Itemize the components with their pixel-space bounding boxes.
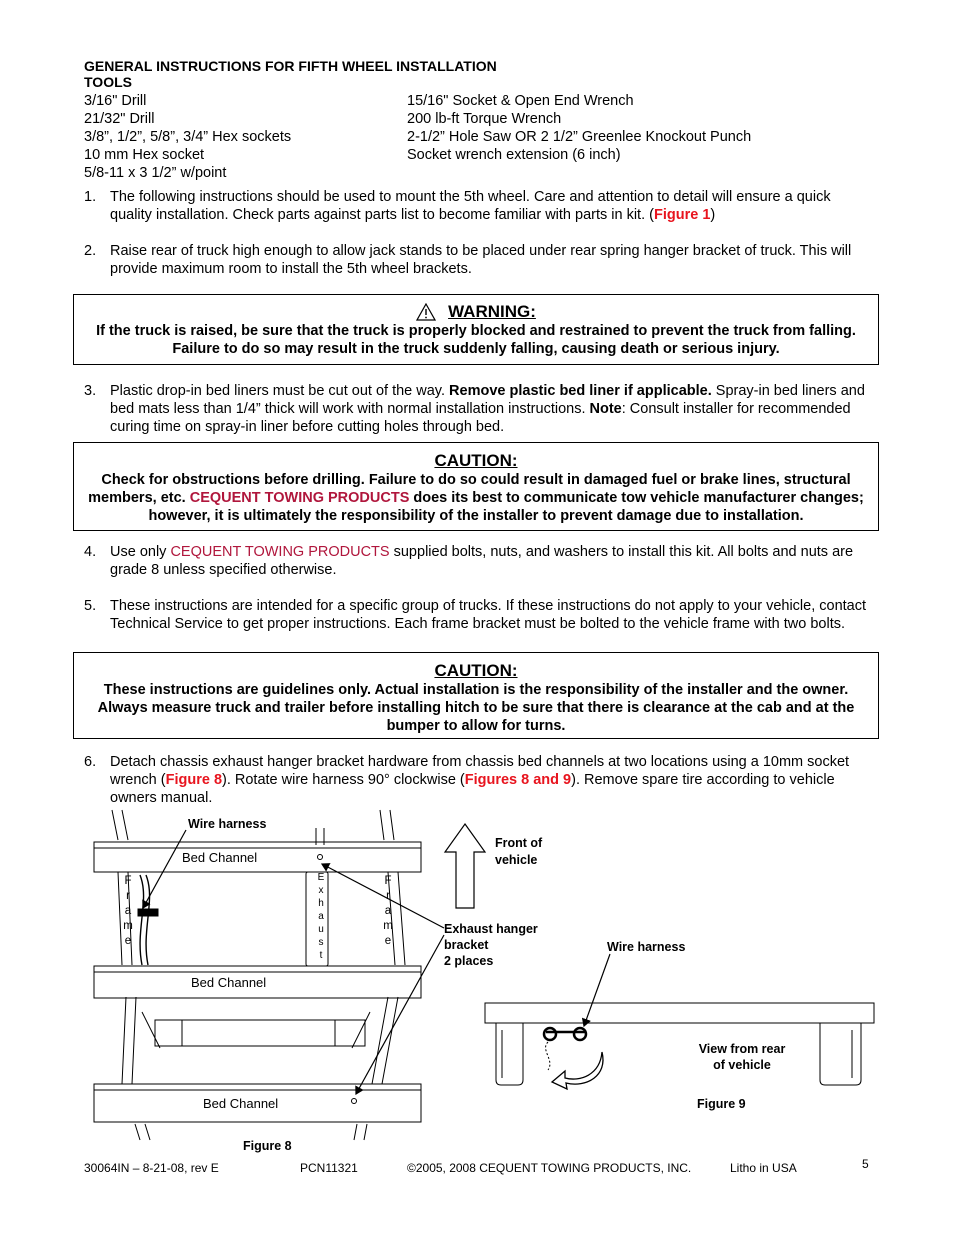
vertical-label-letter: F	[124, 875, 132, 887]
page-number: 5	[862, 1157, 869, 1171]
step-text: ). Remove spare tire according to vehicle owners manual.	[110, 772, 835, 806]
brand-name: CEQUENT TOWING PRODUCTS	[170, 544, 390, 560]
step-text: ). Rotate wire harness 90° clockwise (	[222, 772, 465, 788]
figure-8-reference[interactable]: Figure 8	[165, 772, 223, 788]
vertical-label-letter: m	[123, 920, 133, 932]
figures-8-9-reference[interactable]: Figures 8 and 9	[464, 772, 572, 788]
step-number: 2.	[84, 243, 97, 259]
step-number: 4.	[84, 544, 97, 560]
step-text: These instructions are intended for a specific group of trucks. If these instructions do not apply to your vehicle, contact Technical Service to get proper instructions. Each frame bracket must be bolted to the vehicle frame with two bolts.	[110, 598, 867, 632]
step-number: 3.	[84, 383, 97, 399]
step-text: supplied bolts, nuts, and washers to install this kit. All bolts and nuts are grade 8 unless specified otherwise.	[110, 544, 854, 578]
step-text: Spray-in bed liners and bed mats less than 1/4” thick will work with normal installation instructions.	[110, 383, 865, 417]
tool-item: 3/16" Drill	[84, 93, 147, 109]
caution-title: CAUTION:	[434, 661, 518, 680]
step-number: 5.	[84, 598, 97, 614]
step-text: : Consult installer for recommended curing time on spray-in liner before cutting holes through bed.	[110, 401, 851, 435]
vertical-label-letter: a	[124, 905, 132, 917]
bed-channel-label: Bed Channel	[182, 850, 258, 865]
tools-heading: TOOLS	[84, 74, 132, 90]
step-number: 6.	[84, 754, 97, 770]
tool-item: 200 lb-ft Torque Wrench	[407, 111, 562, 127]
vertical-label-letter: m	[383, 920, 393, 932]
note-label: Note	[589, 401, 622, 417]
caution-text: Check for obstructions before drilling	[101, 472, 361, 488]
tool-item: 5/8-11 x 3 1/2” w/point	[84, 165, 227, 181]
vertical-label-letter: t	[319, 950, 323, 961]
vertical-label-letter: r	[126, 890, 130, 902]
step-text: Use only	[110, 544, 171, 560]
vertical-label-letter: x	[318, 885, 324, 896]
wire-harness-label: Wire harness	[188, 817, 267, 831]
figure-9-caption: Figure 9	[697, 1097, 746, 1111]
caution-text: These instructions are guidelines only. Actual installation is the responsibility of the installer and the owner. Always measure truck and trailer before installing hitch to be sure that there is clearance at the cab and at the bumper to allow for turns.	[97, 682, 855, 734]
vertical-label-letter: u	[318, 924, 324, 935]
rotate-arrow-icon	[552, 1052, 603, 1089]
tool-item: 10 mm Hex socket	[84, 147, 205, 163]
tool-item: 21/32" Drill	[84, 111, 155, 127]
vertical-label-letter: h	[318, 898, 324, 909]
step-number: 1.	[84, 189, 97, 205]
step-text: Plastic drop-in bed liners must be cut out of the way.	[110, 383, 450, 399]
vertical-label-letter: r	[386, 890, 390, 902]
caution-title: CAUTION:	[434, 451, 518, 470]
view-from-rear-label: of vehicle	[713, 1058, 771, 1072]
vertical-label-letter: a	[318, 911, 324, 922]
exhaust-hanger-label: 2 places	[444, 954, 494, 968]
bed-channel-label: Bed Channel	[203, 1096, 279, 1111]
vertical-label-letter: s	[318, 937, 324, 948]
front-of-vehicle-label: vehicle	[495, 853, 538, 867]
vertical-label-letter: e	[124, 935, 132, 947]
frame-label-left	[123, 875, 133, 947]
vertical-label-letter: E	[317, 872, 325, 883]
tool-item: Socket wrench extension (6 inch)	[407, 147, 621, 163]
warning-text: If the truck is raised, be sure that the truck is properly blocked and restrained to prevent the truck from falling. Failure to do so may result in the truck suddenly falling, causing death or serious injury.	[96, 323, 856, 357]
step-text: The following instructions should be used to mount the 5th wheel. Care and attention to detail will ensure a quick quality installation. Check parts against parts list to become familiar with parts in kit. (	[110, 189, 831, 223]
view-from-rear-label: View from rear	[698, 1042, 786, 1056]
vertical-label-letter: e	[384, 935, 392, 947]
step-text: Raise rear of truck high enough to allow jack stands to be placed under rear spring hanger bracket of truck. This will provide maximum room to install the 5th wheel brackets.	[110, 243, 852, 277]
step-text: )	[710, 207, 716, 223]
bed-channel-label: Bed Channel	[191, 975, 267, 990]
footer-doc-id: 30064IN – 8-21-08, rev E	[84, 1161, 219, 1175]
vertical-label-letter: a	[384, 905, 392, 917]
figure-8-caption: Figure 8	[243, 1139, 292, 1153]
exhaust-hanger-label: bracket	[444, 938, 489, 952]
exhaust-label	[318, 872, 325, 961]
tool-item: 15/16" Socket & Open End Wrench	[407, 93, 634, 109]
step-text-bold: Remove plastic bed liner if applicable.	[449, 383, 712, 399]
tool-item: 2-1/2” Hole Saw OR 2 1/2” Greenlee Knockout Punch	[407, 129, 752, 145]
vertical-label-letter: F	[384, 875, 392, 887]
front-of-vehicle-label: Front of	[495, 836, 543, 850]
footer-pcn: PCN11321	[300, 1161, 358, 1175]
front-arrow-icon	[445, 824, 485, 908]
footer-copyright: ©2005, 2008 CEQUENT TOWING PRODUCTS, INC.	[407, 1161, 692, 1175]
brand-name: CEQUENT TOWING PRODUCTS	[189, 490, 410, 506]
figure-1-reference[interactable]: Figure 1	[653, 207, 711, 223]
tool-item: 3/8”, 1/2”, 5/8”, 3/4” Hex sockets	[84, 129, 292, 145]
wire-harness-label: Wire harness	[607, 940, 686, 954]
exhaust-hanger-label: Exhaust hanger	[444, 922, 538, 936]
footer-litho: Litho in USA	[730, 1161, 797, 1175]
figure-9-drawing	[485, 1003, 874, 1089]
page-title: GENERAL INSTRUCTIONS FOR FIFTH WHEEL INSTALLATION	[84, 58, 497, 74]
warning-title: WARNING:	[448, 302, 536, 321]
step-text: Detach chassis exhaust hanger bracket hardware from chassis bed channels at two locations using a 10mm socket wrench (	[110, 754, 850, 788]
caution-text: . Failure to do so could result in damaged fuel or brake lines, structural members, etc.	[88, 472, 851, 506]
caution-text: does its best to communicate tow vehicle manufacturer changes; however, it is ultimately the responsibility of the installer to prevent damage due to installation.	[148, 490, 864, 524]
